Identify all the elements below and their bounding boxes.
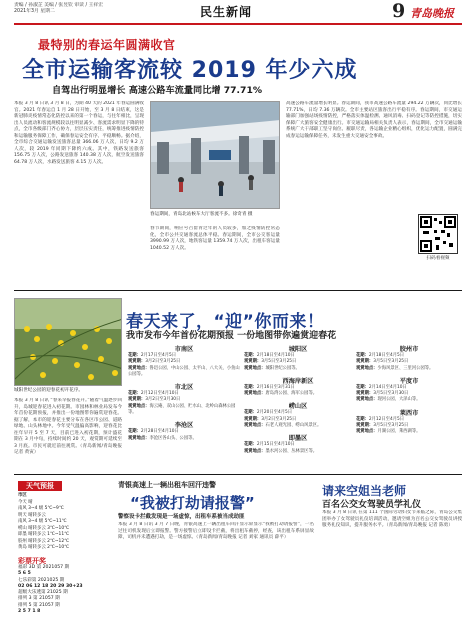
city-entry-label: 观赏地点： — [356, 397, 378, 403]
city-entry-value: 现河公园、大泽山等。 — [377, 397, 421, 403]
lead-subhead: 自驾出行明显增长 高速公路车流量同比增 77.71% — [52, 85, 263, 96]
newspaper-logo: 青岛晚报 — [410, 7, 454, 20]
weather-title: 天气预报 — [18, 481, 62, 491]
city-entry-value: 3月2日至3月25日 — [145, 359, 181, 365]
city-name: 西海岸新区 — [282, 377, 314, 385]
city-entry — [244, 449, 352, 455]
city-name: 即墨区 — [288, 435, 308, 443]
city-entry-label: 花期： — [128, 353, 141, 358]
weather-city-label: 市区 — [18, 493, 27, 498]
city-entry-label: 花期： — [244, 384, 257, 390]
qr-code-icon — [419, 215, 457, 253]
city-entry — [128, 366, 240, 379]
taxi-story-body: 本报 3 月 8 日讯 3 月 7 日晚，青银高速上一辆出租车回汗显示屏显示“我被打劫请报警”，一名过往司机发现后立即报警。警方接警后立即设卡拦截，将出租车截停，经查，该出租车系屏显故障，司机并未遭遇打劫，是一场虚惊。（青岛新闻/青岛晚报 记者 刘家 通讯员 薛平） — [118, 522, 314, 540]
city-entry-label: 观赏地点： — [356, 365, 378, 371]
city-entry-value: 3月2日至3月25日 — [261, 416, 297, 422]
city-name: 城阳区 — [288, 346, 308, 353]
lottery-line: 排列 3 第 21057 期 — [18, 596, 60, 602]
city-entry-label: 观赏地点： — [244, 365, 266, 371]
feature-intro: 本报 3 月 8 日讯 “春来早报春花开。”随着气温逐步回升，岛城迎春花进入初花期。市园林和林业局发布今年首份花期预报，并推出一份地图带你遍赏迎春花。据了解，本市的迎春花主要分布在各区市公园、道路绿地、山头林地中。今年受气温偏高影响，迎春花比往年早开 5 至 7 天，目前已进入初花期，预计盛花期在 3 月中旬，持续时间约 20 天，观赏期可延续至 3 月底。市民可就近前往观赏。（青岛新闻/青岛晚报 记者 黄寅） — [14, 398, 122, 455]
city-entry-value: 海云庵、双山公园、贮水山、北岭山森林公园等。 — [128, 403, 236, 416]
header-credit: 责编 / 孙淑芷 美编 / 张昱钦 审读 / 王祥宏 — [14, 3, 104, 8]
section-title: 民生新闻 — [200, 5, 253, 19]
city-entry-value: 2月20日至4月5日 — [256, 410, 293, 416]
weather-panel — [18, 493, 96, 552]
etiquette-story-subhead: 百名公交女驾驶员学礼仪 — [322, 500, 422, 510]
city-name: 市北区 — [174, 384, 194, 392]
header-rule — [14, 23, 462, 25]
lottery-line: 排列 5 第 21057 期 — [18, 602, 60, 608]
lead-photo-caption: 春运期间，青岛北站候车大厅客流不多。徐奇青 摄 — [150, 212, 253, 217]
etiquette-story-body: 本报 3 月 8 日讯 在第 111 个国际劳动妇女节来临之际，青岛公交集团举办了女驾驶员礼仪培训活动，邀请空姐为百名公交女驾驶员讲授服务礼仪知识，提升服务水平。（青岛新闻/青岛晚报 记者 陈勇） — [322, 510, 462, 528]
city-column-3 — [356, 344, 462, 474]
city-name: 崂山区 — [288, 403, 308, 411]
header-date: 2021年3月 星期二 — [14, 9, 55, 14]
page-number: 9 — [392, 0, 406, 22]
taxi-story-kicker: 青银高速上一辆出租车回汗违警 — [118, 481, 216, 489]
city-entry-label: 观赏地点： — [128, 403, 150, 409]
city-name: 胶州市 — [399, 346, 419, 353]
city-entry-value: 鲁迅公园、中山公园、太平山、八大关、小鱼山公园等。 — [128, 365, 240, 377]
city-entry-label: 观赏期： — [128, 397, 146, 403]
city-entry-value: 城阳世纪公园等。 — [265, 365, 300, 371]
city-entry-value: 2月14日至4月10日 — [368, 384, 407, 390]
city-name: 李沧区 — [174, 422, 194, 430]
city-entry — [356, 429, 462, 435]
city-entry-label: 观赏期： — [356, 391, 374, 397]
city-entry-value: 唐岛湾公园、海军公园等。 — [265, 391, 318, 397]
station-hall-image — [151, 102, 280, 209]
city-entry-value: 3月5日至3月25日 — [373, 359, 409, 365]
qr-code[interactable] — [418, 214, 458, 254]
city-entry-label: 花期： — [356, 353, 369, 358]
city-entry-value: 石老人观光园、崂山风景区。 — [265, 423, 322, 429]
taxi-story-headline: “我被打劫请报警” — [130, 494, 255, 512]
city-entry-label: 花期： — [356, 384, 369, 390]
city-entry-value: 2月12日至4月5日 — [368, 416, 405, 422]
etiquette-story-headline: 请来空姐当老师 — [322, 484, 407, 498]
lead-body-right: 高速公路车流量增长明显。春运期间，我市高速公路车流量 294.22 万辆次，同比增长 77.71%，日均 7.36 万辆次。全市主要站区旅客出行平稳有序。春运期间，市交通运输部门加强站场疫情防控，严格落实体温检测、通风消毒、扫码登记等防控措施，切实保障广大旅客安全健康出行。市交通运输局相关负责人表示，春运期间，全市交通运输系统广大干部职工坚守岗位、履职尽责，各运输企业精心组织，优化运力配置，圆满完成春运运输保障任务，未发生重大交通安全事故。 — [286, 101, 462, 139]
weather-district: 黄岛 晴转多云 2℃~10℃ — [18, 545, 70, 550]
weather-line: 南风 3~4 级 5℃~9℃ — [18, 506, 64, 511]
city-entry-value: 李沧区各山头、公园等。 — [149, 435, 197, 441]
city-entry-value: 3月5日至3月25日 — [373, 423, 409, 429]
city-entry — [244, 423, 352, 429]
city-entry-label: 观赏地点： — [244, 448, 266, 454]
feature-subhead: 我市发布今年首份花期预报 一份地图带你遍赏迎春花 — [126, 331, 337, 341]
lead-body-middle: 春节期间，响应号召留青过年的人员较多，加之疫情防控常态化，全市公共交通客流总体平稳。春运期间，全市公交客运量 3990.99 万人次，地铁客运量 1359.74 万人次，出租车客运量 1040.52 万人次。 — [150, 226, 280, 251]
yellow-flower-image — [15, 299, 122, 386]
city-entry-label: 花期： — [244, 353, 257, 358]
weather-district: 崂山 晴转多云 3℃~10℃ — [18, 525, 70, 531]
lottery-line: 2 5 7 1 8 — [18, 609, 41, 615]
city-entry — [128, 404, 240, 417]
city-entry-label: 观赏地点： — [128, 435, 150, 441]
city-entry-label: 花期： — [244, 410, 257, 416]
city-entry-value: 2月18日至4月5日 — [368, 353, 405, 358]
city-name: 莱西市 — [399, 409, 419, 417]
city-entry-value: 2月18日至4月10日 — [256, 353, 295, 358]
weather-district: 即墨 晴转多云 1℃~11℃ — [18, 532, 70, 537]
city-column-2 — [244, 344, 352, 474]
divider — [14, 474, 462, 475]
city-entry-label: 观赏期： — [244, 416, 262, 422]
taxi-story-subhead: 警察设卡拦截发现是一场虚惊，出租车系被当成劫匪 — [118, 514, 245, 520]
city-entry-value: 墨水河公园、丛林景区等。 — [265, 448, 318, 454]
city-entry-value: 2月15日至4月10日 — [256, 442, 295, 448]
city-entry-label: 花期： — [244, 442, 257, 448]
header-meta — [14, 3, 103, 15]
city-entry — [128, 436, 240, 442]
flower-photo-caption: 城阳世纪公园的迎春花初开花序。 — [14, 388, 83, 393]
city-column-1 — [128, 344, 240, 474]
city-entry-value: 2月17日至4月5日 — [140, 353, 177, 358]
lead-headline: 全市运输客流较 2019 年少六成 — [22, 58, 358, 83]
city-entry-value: 3月2日至3月30日 — [145, 397, 181, 403]
city-entry-label: 观赏地点： — [128, 365, 150, 371]
city-entry-label: 花期： — [128, 429, 141, 435]
flower-photo — [14, 298, 122, 386]
city-entry — [356, 397, 462, 403]
lottery-title: 彩票开奖 — [18, 557, 46, 565]
weather-line: 今天 晴 — [18, 499, 33, 505]
city-entry-label: 观赏地点： — [356, 429, 378, 435]
city-entry-value: 2月28日至4月10日 — [140, 429, 179, 435]
city-entry — [244, 391, 352, 397]
city-entry — [356, 366, 462, 372]
city-entry-value: 2月16日至3月31日 — [256, 384, 295, 390]
city-entry-label: 观赏期： — [128, 359, 146, 365]
city-name: 平度市 — [399, 377, 419, 385]
feature-headline: 春天来了，“迎”你而来！ — [126, 312, 325, 332]
lottery-line: 福彩 3D 第 2021057 期 — [18, 565, 70, 570]
city-entry-label: 花期： — [128, 391, 141, 397]
lottery-panel — [18, 565, 108, 615]
lottery-line: 七乐彩第 2021025 期 — [18, 577, 65, 583]
city-entry-value: 3月5日至3月30日 — [373, 391, 409, 397]
city-entry-value: 2月12日至4月10日 — [140, 391, 179, 397]
city-entry-label: 观赏期： — [244, 359, 262, 365]
city-entry-value: 3月5日至3月25日 — [261, 359, 297, 365]
city-entry — [244, 366, 352, 372]
lead-body-left: 本报 3 月 8 日讯 3 月 8 日，为期 40 天的 2021 年春运圆满收官。2021 年春运自 1 月 28 日开始，至 3 月 8 日结束，这是新冠肺炎疫情常态化防控以来的第一个春运，与往年相比，呈现出人员流动和客流规模较以往明显减少、客流需求明显下降的特点，全市各级部门齐心协力，层层压实责任，统筹推进疫情防控和运输服务保障工作，确保春运安全有序、平稳顺畅。据介绍，全市综合交通运输发送旅客总量 366.06 万人次，日均 9.2 万人次，较 2019 年同期下降约六成。其中，铁路发送旅客 156.75 万人次，公路发送旅客 140.38 万人次，航空发送旅客 64.78 万人次，水路发送旅客 4.15 万人次。 — [14, 101, 144, 165]
city-entry-label: 观赏期： — [356, 359, 374, 365]
lottery-line: 5 6 5 — [18, 571, 31, 577]
weather-line: 南风 3~4 级 5℃~11℃ — [18, 519, 67, 524]
city-entry-label: 花期： — [356, 416, 369, 422]
city-entry-value: 少海风景区、三里河公园等。 — [377, 365, 434, 371]
lottery-line: 超级大乐透第 21025 期 — [18, 590, 68, 596]
qr-caption: 扫码看视频 — [426, 256, 450, 261]
lead-kicker: 最特别的春运年圆满收官 — [38, 38, 176, 52]
city-entry-label: 观赏地点： — [244, 423, 266, 429]
city-entry-value: 月湖公园、莱西湖等。 — [377, 429, 421, 435]
divider — [14, 290, 462, 291]
city-entry-label: 观赏地点： — [244, 391, 266, 397]
weather-district: 胶州 晴转多云 2℃~12℃ — [18, 538, 70, 544]
weather-line: 明天 晴转多云 — [18, 512, 46, 518]
city-name: 市南区 — [174, 346, 194, 353]
lottery-line: 02 06 12 18 20 29 30+23 — [18, 583, 83, 589]
lead-photo — [150, 101, 280, 209]
city-entry-label: 观赏期： — [356, 423, 374, 429]
